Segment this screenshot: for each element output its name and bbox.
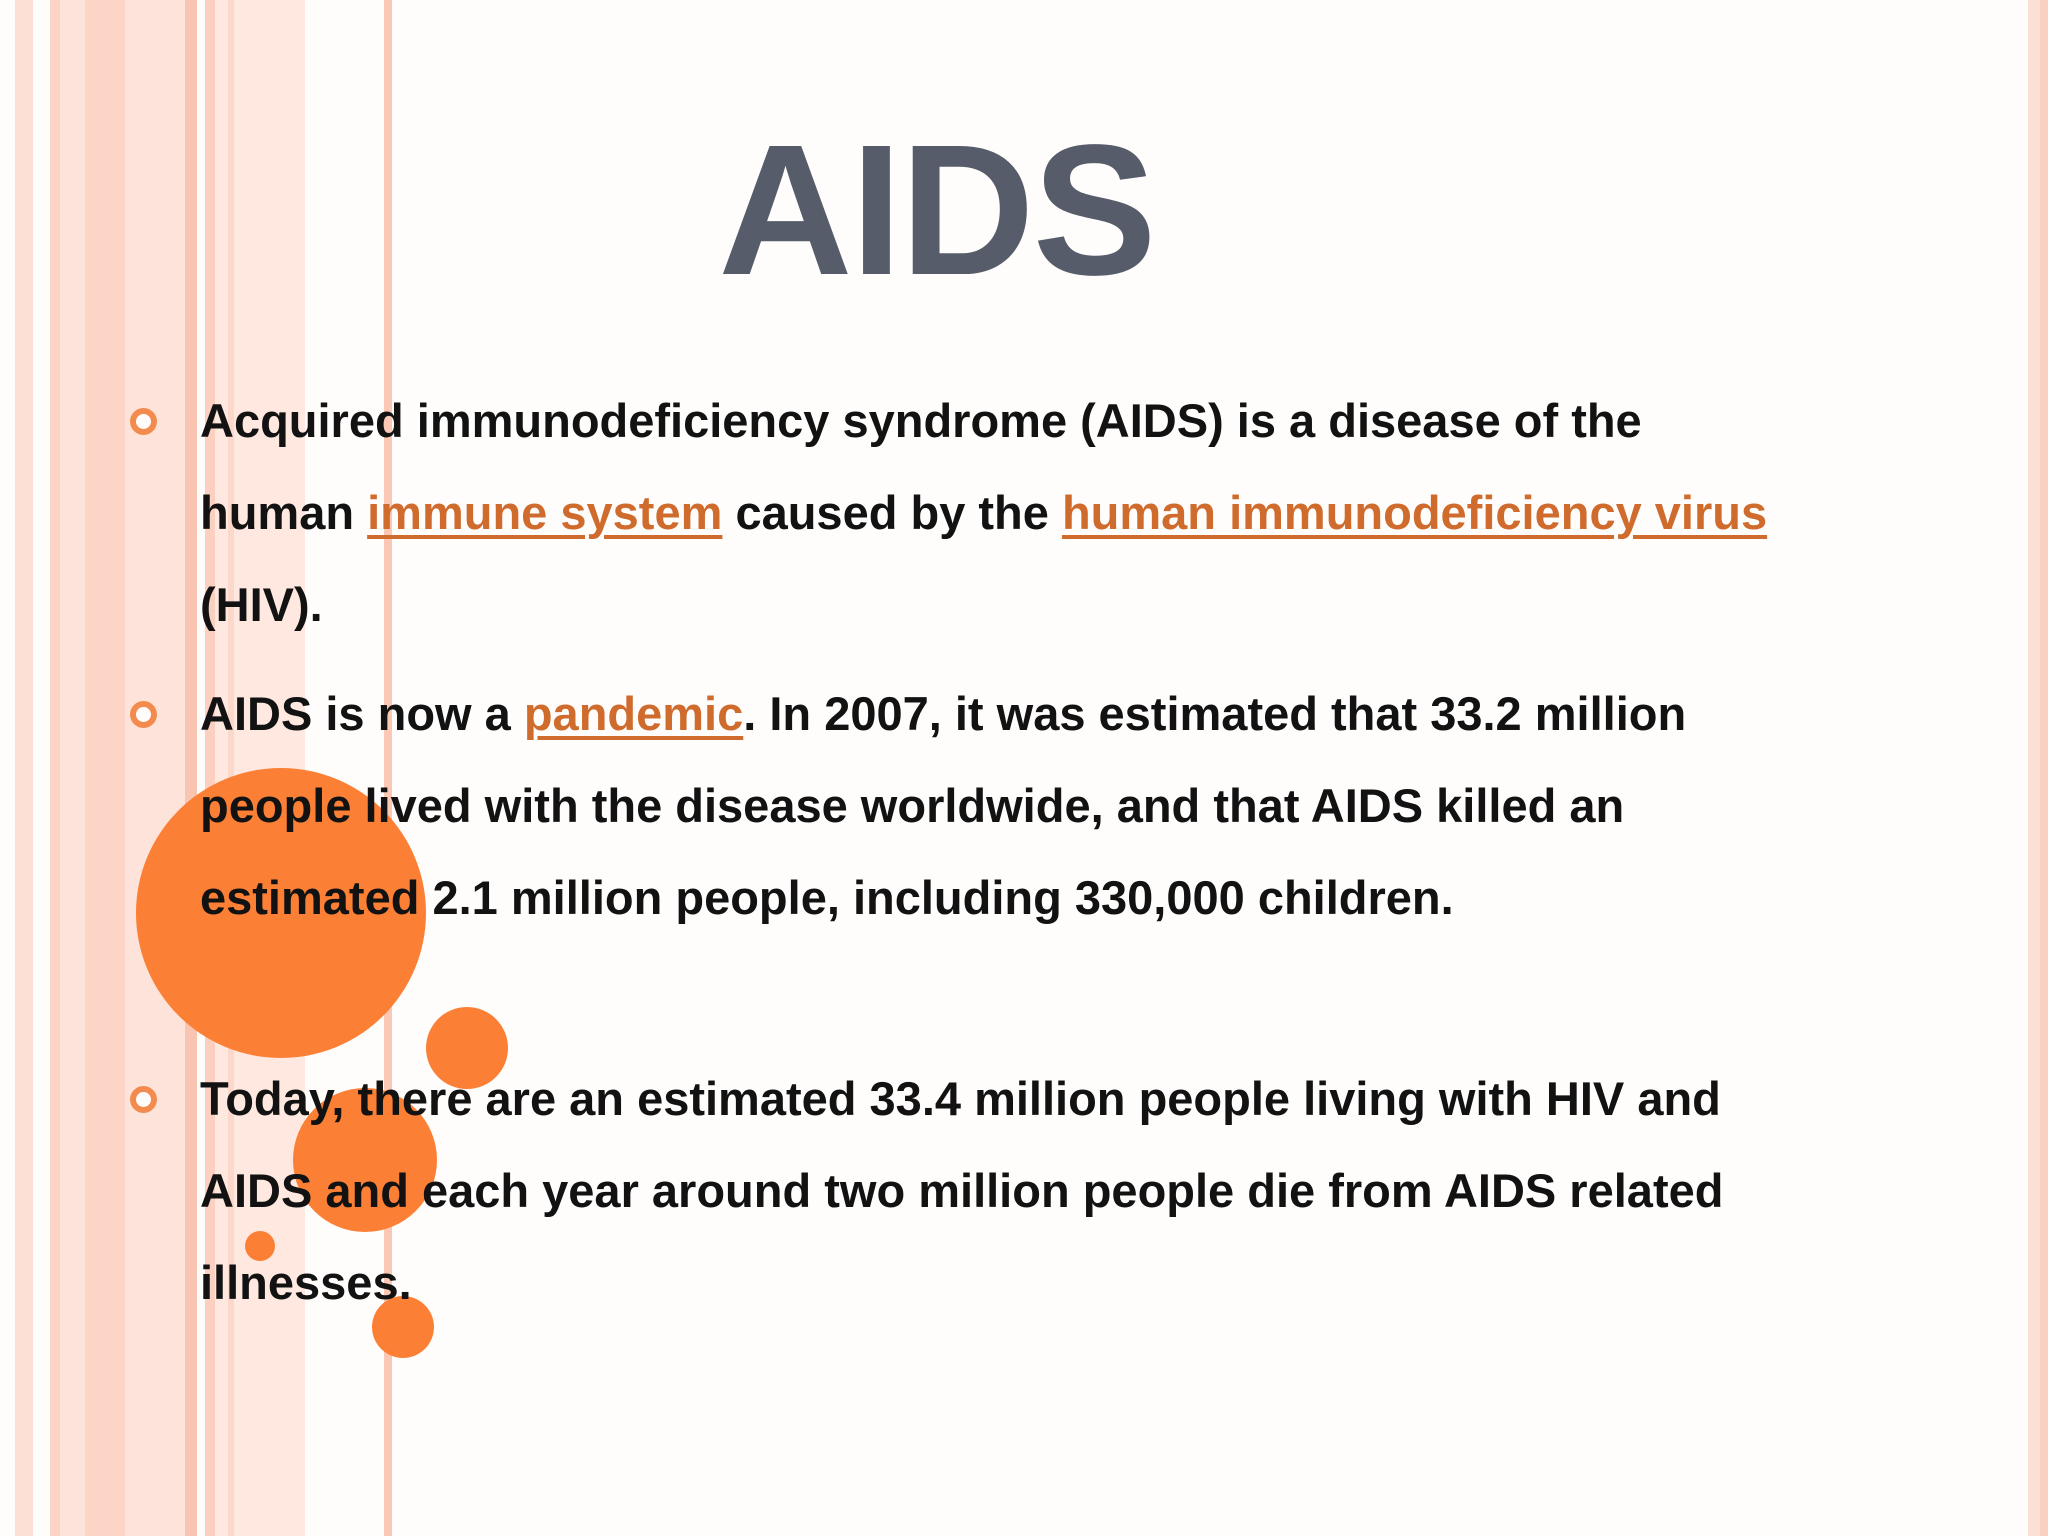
- bullet-text: Today, there are an estimated 33.4 million people living with HIV and AIDS and each year around two million people die from AIDS related illnesses.: [200, 1072, 1724, 1309]
- bullet-text: (HIV).: [200, 578, 323, 631]
- bullet-text: AIDS is now a: [200, 687, 524, 740]
- bullet-ring-icon: [130, 1086, 157, 1113]
- bullet-text: caused by the: [722, 486, 1062, 539]
- bullet-text: . In 2007, it was estimated that 33.2 million people lived with the disease worldwide, and that AIDS killed an estimated 2.1 million people, including 330,000 children.: [200, 687, 1687, 924]
- bullet-item: [200, 668, 1800, 944]
- bullet-ring-icon: [130, 701, 157, 728]
- hiv-link[interactable]: human immunodeficiency virus: [1061, 486, 1768, 539]
- bullet-ring-icon: [130, 408, 157, 435]
- immune-system-link[interactable]: immune system: [367, 486, 723, 539]
- bullet-item: [200, 375, 1800, 651]
- pandemic-link[interactable]: pandemic: [523, 687, 744, 740]
- slide-title: AIDS: [718, 107, 1155, 314]
- bullet-item: [200, 1053, 1800, 1329]
- bullet-text: Acquired immunodeficiency syndrome (AIDS) is a disease of the human: [200, 394, 1642, 539]
